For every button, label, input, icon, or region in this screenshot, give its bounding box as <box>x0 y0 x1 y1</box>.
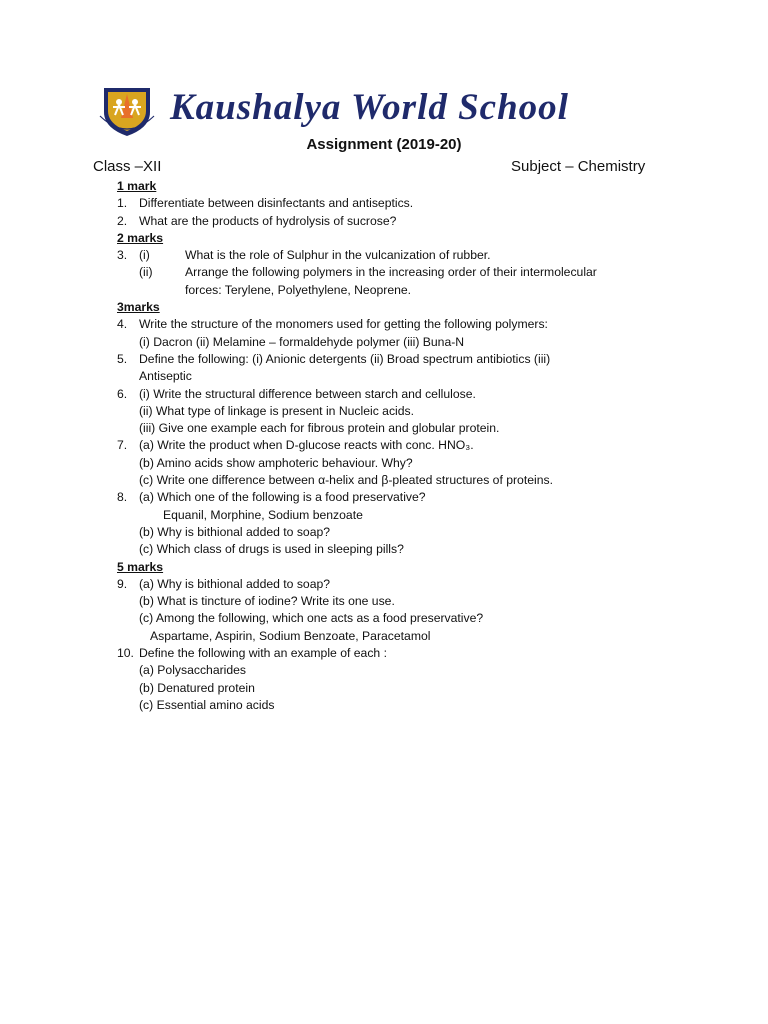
question-text: What is the role of Sulphur in the vulcanization of rubber. <box>185 248 491 263</box>
question-subpart: (c) Essential amino acids <box>139 697 275 712</box>
question-1 <box>117 195 677 212</box>
subject-label: Subject – Chemistry <box>511 158 646 175</box>
question-subpart: (b) Amino acids show amphoteric behaviour. Why? <box>139 455 413 470</box>
question-subpart: (c) Write one difference between α-helix and β-pleated structures of proteins. <box>139 473 553 488</box>
school-name: Kaushalya World School <box>170 87 569 128</box>
assignment-body <box>117 178 677 714</box>
question-text: (a) Write the product when D-glucose reacts with conc. HNO₃. <box>139 438 474 453</box>
question-subpart: (c) Which class of drugs is used in sleeping pills? <box>139 542 404 557</box>
question-text-continued: forces: Terylene, Polyethylene, Neoprene. <box>185 282 412 297</box>
question-number: 9. <box>117 576 128 591</box>
question-subpart: (i) Dacron (ii) Melamine – formaldehyde polymer (iii) Buna-N <box>139 334 465 349</box>
question-3-part-ii <box>117 264 677 281</box>
question-options: Aspartame, Aspirin, Sodium Benzoate, Paracetamol <box>150 628 431 643</box>
section-heading: 1 mark <box>117 179 157 193</box>
school-logo-icon <box>96 82 158 138</box>
roman-numeral: (i) <box>139 248 150 263</box>
question-text: Define the following with an example of each : <box>139 646 387 661</box>
question-7 <box>117 437 677 454</box>
question-3 <box>117 247 677 264</box>
question-4 <box>117 316 677 333</box>
question-number: 10. <box>117 646 134 661</box>
question-number: 5. <box>117 351 128 366</box>
section-heading: 3marks <box>117 300 160 315</box>
question-number: 7. <box>117 438 128 453</box>
question-10 <box>117 645 677 662</box>
question-text: (a) Which one of the following is a food preservative? <box>139 490 426 505</box>
question-number: 4. <box>117 317 128 332</box>
class-label: Class –XII <box>93 158 162 175</box>
question-text: (i) Write the structural difference between starch and cellulose. <box>139 386 476 401</box>
question-9 <box>117 576 677 593</box>
question-subpart: (b) What is tincture of iodine? Write its one use. <box>139 594 395 609</box>
question-text: (a) Why is bithional added to soap? <box>139 576 331 591</box>
question-text: Differentiate between disinfectants and antiseptics. <box>139 196 414 211</box>
question-number: 1. <box>117 196 128 211</box>
question-number: 3. <box>117 248 128 263</box>
question-subpart: (iii) Give one example each for fibrous protein and globular protein. <box>139 421 500 436</box>
question-subpart: (ii) What type of linkage is present in Nucleic acids. <box>139 403 415 418</box>
question-subpart: (a) Polysaccharides <box>139 663 247 678</box>
question-text-continued: Antiseptic <box>139 369 192 384</box>
question-options: Equanil, Morphine, Sodium benzoate <box>163 507 363 522</box>
question-subpart: (b) Why is bithional added to soap? <box>139 524 331 539</box>
question-text: Define the following: (i) Anionic detergents (ii) Broad spectrum antibiotics (iii) <box>139 351 551 366</box>
roman-numeral: (ii) <box>139 265 153 280</box>
question-8 <box>117 489 677 506</box>
section-heading: 5 marks <box>117 559 164 574</box>
question-text: Write the structure of the monomers used for getting the following polymers: <box>139 317 548 332</box>
school-header <box>96 82 706 138</box>
question-subpart: (b) Denatured protein <box>139 680 255 695</box>
question-5 <box>117 351 677 368</box>
section-heading: 2 marks <box>117 230 164 245</box>
assignment-title: Assignment (2019-20) <box>306 136 462 153</box>
question-number: 2. <box>117 213 128 228</box>
question-subpart: (c) Among the following, which one acts as a food preservative? <box>139 611 484 626</box>
question-number: 8. <box>117 490 128 505</box>
question-text: Arrange the following polymers in the increasing order of their intermolecular <box>185 265 597 280</box>
question-number: 6. <box>117 386 128 401</box>
question-2 <box>117 213 677 230</box>
question-6 <box>117 386 677 403</box>
question-text: What are the products of hydrolysis of sucrose? <box>139 213 397 228</box>
